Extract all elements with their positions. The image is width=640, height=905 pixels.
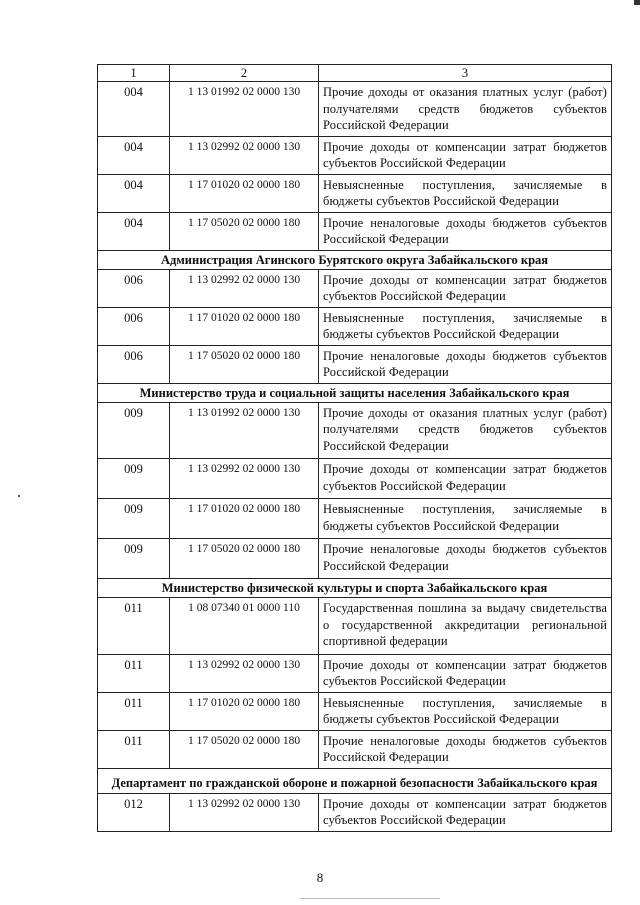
scan-corner-mark xyxy=(634,0,640,5)
kbk-code-cell: 1 17 01020 02 0000 180 xyxy=(170,692,319,730)
kbk-code-cell: 1 17 05020 02 0000 180 xyxy=(170,730,319,768)
table-row xyxy=(98,793,612,831)
admin-code-cell: 004 xyxy=(98,82,170,137)
kbk-code-cell: 1 17 05020 02 0000 180 xyxy=(170,539,319,579)
revenue-name-cell: Прочие доходы от оказания платных услуг (работ) получателями средств бюджетов субъектов Российской Федерации xyxy=(319,402,612,459)
revenue-name-cell: Невыясненные поступления, зачисляемые в бюджеты субъектов Российской Федерации xyxy=(319,174,612,212)
section-header-row xyxy=(98,383,612,402)
revenue-name-cell: Прочие неналоговые доходы бюджетов субъектов Российской Федерации xyxy=(319,345,612,383)
admin-code-cell: 011 xyxy=(98,730,170,768)
table-row xyxy=(98,269,612,307)
section-title: Министерство труда и социальной защиты населения Забайкальского края xyxy=(98,383,612,402)
section-title: Администрация Агинского Бурятского округа Забайкальского края xyxy=(98,250,612,269)
scan-margin-dot xyxy=(18,495,20,497)
admin-code-cell: 009 xyxy=(98,459,170,499)
section-title: Министерство физической культуры и спорта Забайкальского края xyxy=(98,579,612,598)
admin-code-cell: 011 xyxy=(98,654,170,692)
kbk-code-cell: 1 13 01992 02 0000 130 xyxy=(170,82,319,137)
admin-code-cell: 012 xyxy=(98,793,170,831)
revenue-name-cell: Прочие доходы от компенсации затрат бюджетов субъектов Российской Федерации xyxy=(319,459,612,499)
table-row xyxy=(98,730,612,768)
table-body xyxy=(98,65,612,832)
admin-code-cell: 004 xyxy=(98,212,170,250)
section-header-row xyxy=(98,768,612,793)
kbk-code-cell: 1 13 01992 02 0000 130 xyxy=(170,402,319,459)
revenue-name-cell: Прочие доходы от компенсации затрат бюджетов субъектов Российской Федерации xyxy=(319,654,612,692)
table-row xyxy=(98,539,612,579)
admin-code-cell: 009 xyxy=(98,499,170,539)
table-row xyxy=(98,307,612,345)
kbk-code-cell: 1 13 02992 02 0000 130 xyxy=(170,136,319,174)
header-col-2: 2 xyxy=(170,65,319,82)
kbk-code-cell: 1 17 01020 02 0000 180 xyxy=(170,174,319,212)
admin-code-cell: 006 xyxy=(98,307,170,345)
revenue-name-cell: Невыясненные поступления, зачисляемые в бюджеты субъектов Российской Федерации xyxy=(319,692,612,730)
kbk-code-cell: 1 13 02992 02 0000 130 xyxy=(170,793,319,831)
revenue-name-cell: Государственная пошлина за выдачу свидетельства о государственной аккредитации региональной спортивной федерации xyxy=(319,598,612,655)
table-header-row xyxy=(98,65,612,82)
admin-code-cell: 004 xyxy=(98,174,170,212)
kbk-code-cell: 1 13 02992 02 0000 130 xyxy=(170,654,319,692)
admin-code-cell: 011 xyxy=(98,692,170,730)
admin-code-cell: 006 xyxy=(98,345,170,383)
kbk-code-cell: 1 17 01020 02 0000 180 xyxy=(170,307,319,345)
page-number: 8 xyxy=(316,870,324,885)
revenue-name-cell: Невыясненные поступления, зачисляемые в бюджеты субъектов Российской Федерации xyxy=(319,307,612,345)
kbk-code-cell: 1 17 05020 02 0000 180 xyxy=(170,212,319,250)
admin-code-cell: 006 xyxy=(98,269,170,307)
table-row xyxy=(98,459,612,499)
section-title: Департамент по гражданской обороне и пожарной безопасности Забайкальского края xyxy=(98,768,612,793)
table-row xyxy=(98,212,612,250)
kbk-code-cell: 1 13 02992 02 0000 130 xyxy=(170,459,319,499)
section-header-row xyxy=(98,250,612,269)
admin-code-cell: 009 xyxy=(98,539,170,579)
revenue-codes-table xyxy=(97,64,612,832)
kbk-code-cell: 1 17 01020 02 0000 180 xyxy=(170,499,319,539)
table-row xyxy=(98,692,612,730)
revenue-name-cell: Невыясненные поступления, зачисляемые в бюджеты субъектов Российской Федерации xyxy=(319,499,612,539)
revenue-name-cell: Прочие доходы от оказания платных услуг (работ) получателями средств бюджетов субъектов Российской Федерации xyxy=(319,82,612,137)
kbk-code-cell: 1 08 07340 01 0000 110 xyxy=(170,598,319,655)
table-row xyxy=(98,654,612,692)
table-row xyxy=(98,136,612,174)
table-row xyxy=(98,499,612,539)
header-col-1: 1 xyxy=(98,65,170,82)
table-row xyxy=(98,345,612,383)
section-header-row xyxy=(98,579,612,598)
table-row xyxy=(98,174,612,212)
kbk-code-cell: 1 13 02992 02 0000 130 xyxy=(170,269,319,307)
revenue-name-cell: Прочие доходы от компенсации затрат бюджетов субъектов Российской Федерации xyxy=(319,269,612,307)
table-row xyxy=(98,82,612,137)
revenue-name-cell: Прочие доходы от компенсации затрат бюджетов субъектов Российской Федерации xyxy=(319,136,612,174)
scan-footer-line xyxy=(300,898,440,899)
kbk-code-cell: 1 17 05020 02 0000 180 xyxy=(170,345,319,383)
table-row xyxy=(98,598,612,655)
admin-code-cell: 009 xyxy=(98,402,170,459)
admin-code-cell: 011 xyxy=(98,598,170,655)
revenue-name-cell: Прочие неналоговые доходы бюджетов субъектов Российской Федерации xyxy=(319,730,612,768)
header-col-3: 3 xyxy=(319,65,612,82)
table-row xyxy=(98,402,612,459)
revenue-name-cell: Прочие неналоговые доходы бюджетов субъектов Российской Федерации xyxy=(319,539,612,579)
revenue-name-cell: Прочие доходы от компенсации затрат бюджетов субъектов Российской Федерации xyxy=(319,793,612,831)
admin-code-cell: 004 xyxy=(98,136,170,174)
revenue-name-cell: Прочие неналоговые доходы бюджетов субъектов Российской Федерации xyxy=(319,212,612,250)
